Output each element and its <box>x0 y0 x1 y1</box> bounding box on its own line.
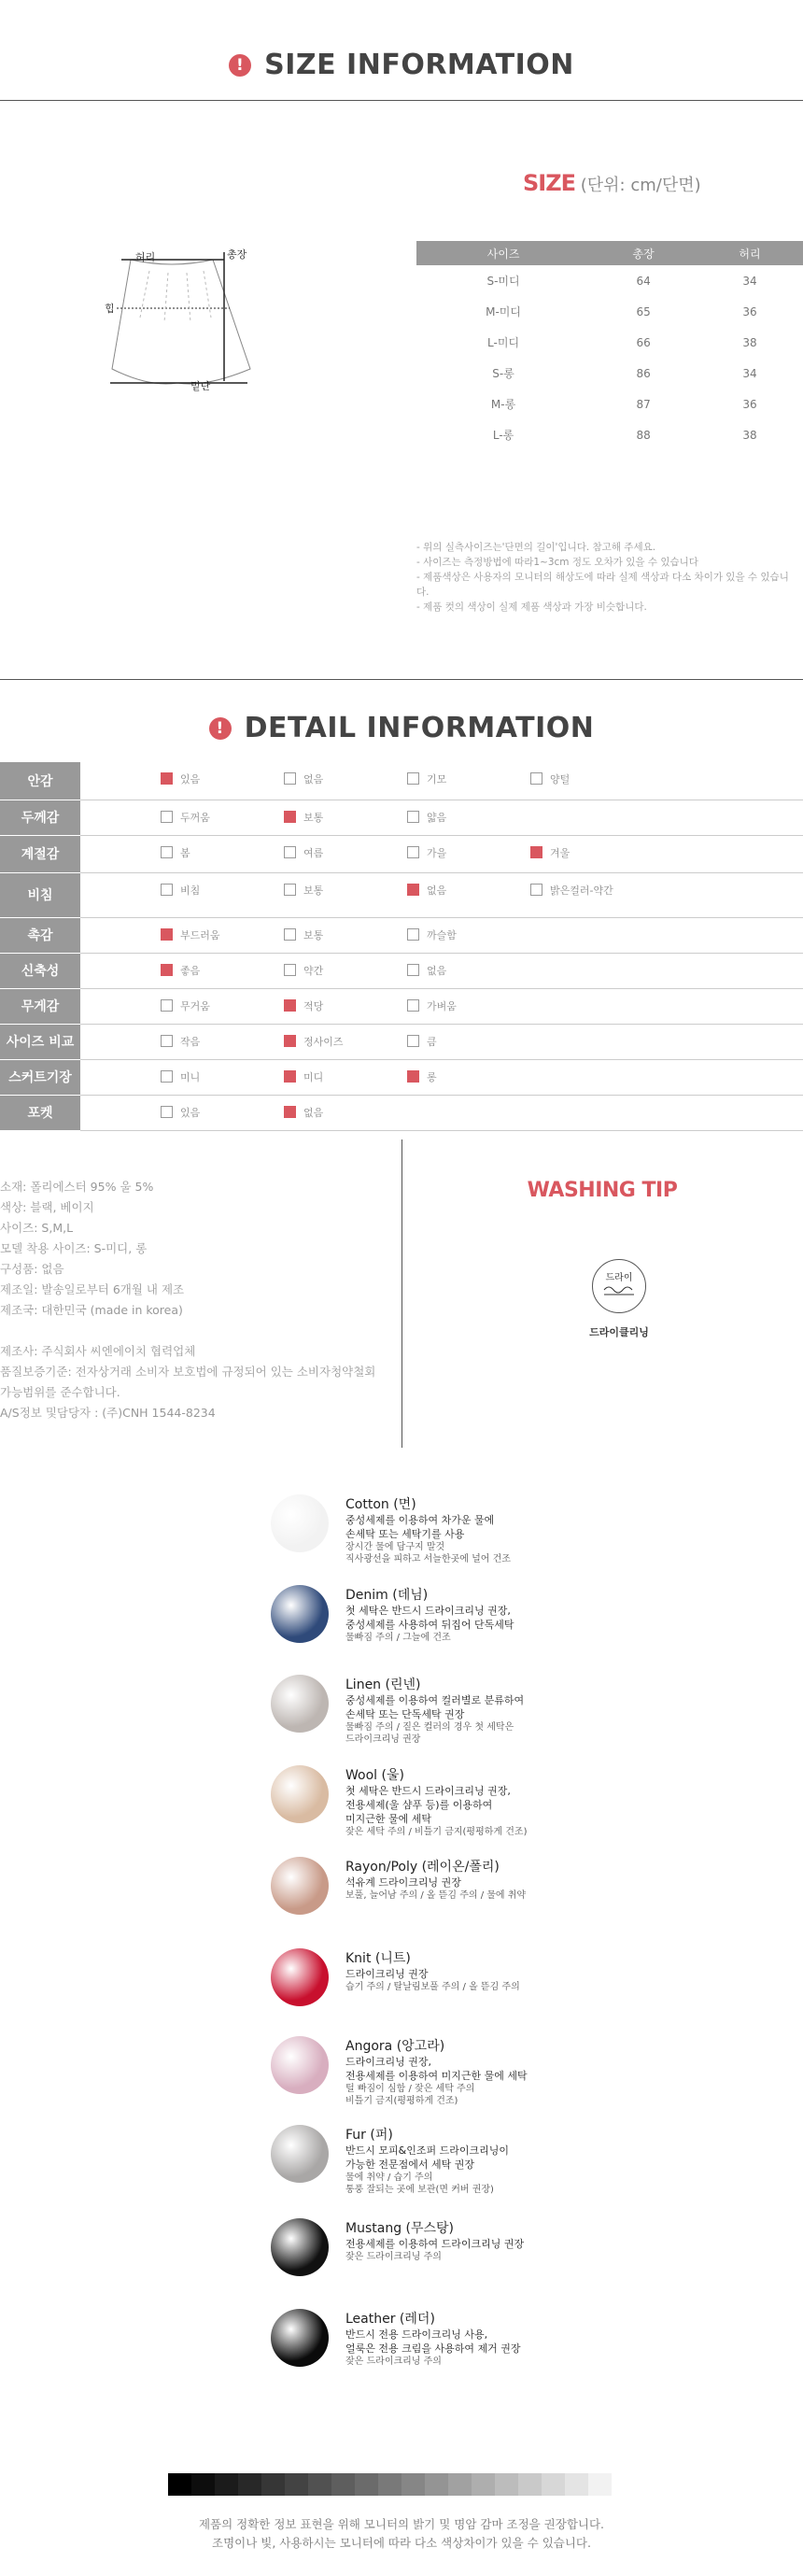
fabric-desc-line: 첫 세탁은 반드시 드라이크리닝 권장, <box>345 1605 511 1617</box>
size-table-row <box>416 358 803 389</box>
note-line: - 위의 실측사이즈는'단면의 길이'입니다. 참고해 주세요. <box>416 542 656 553</box>
size-cell: L-롱 <box>492 429 514 442</box>
washing-tip-title: WASHING TIP <box>527 1179 678 1202</box>
fabric-name: Fur (퍼) <box>345 2128 393 2143</box>
fabric-sub-line: 잦은 드라이크리닝 주의 <box>345 2252 442 2262</box>
fabric-desc-line: 석유계 드라이크리닝 권장 <box>345 1876 461 1889</box>
dry-clean-label: 드라이클리닝 <box>589 1326 649 1338</box>
gradient-step <box>355 2473 378 2496</box>
gradient-step <box>238 2473 261 2496</box>
detail-label: 촉감 <box>0 917 80 953</box>
fabric-sub-line: 장시간 물에 담구지 말것 <box>345 1542 445 1552</box>
checkbox <box>284 928 296 941</box>
fabric-swatch <box>271 1948 329 2006</box>
option-label: 있음 <box>180 773 201 786</box>
note-line: - 제품 컷의 색상이 실제 제품 색상과 가장 비슷합니다. <box>416 602 647 613</box>
size-cell: 66 <box>636 335 651 349</box>
option-label: 여름 <box>303 846 324 859</box>
fabric-sub-line: 물빠짐 주의 / 그늘에 건조 <box>345 1633 451 1643</box>
gradient-step <box>542 2473 565 2496</box>
product-info-line: 사이즈: S,M,L <box>0 1221 74 1235</box>
fabric-swatch <box>271 1675 329 1733</box>
fabric-name: Angora (앙고라) <box>345 2039 445 2054</box>
option-label: 밝은컬러-약간 <box>550 884 613 897</box>
checkbox <box>407 884 419 896</box>
fabric-desc-line: 손세탁 또는 세탁기를 사용 <box>345 1528 465 1540</box>
exclamation-icon: ! <box>229 54 251 77</box>
size-cell: M-롱 <box>490 398 516 411</box>
option-label: 까슬함 <box>427 928 457 941</box>
size-table-row <box>416 265 803 296</box>
option-label: 부드러움 <box>180 928 220 941</box>
fabric-swatch <box>271 1494 329 1552</box>
fabric-swatch <box>271 2218 329 2276</box>
size-table-row <box>416 327 803 358</box>
product-info-line: 모델 착용 사이즈: S-미디, 롱 <box>0 1241 148 1255</box>
hip-label: 힙 <box>105 303 115 315</box>
size-table-row <box>416 419 803 450</box>
waist-label: 허리 <box>135 251 156 263</box>
gamma-gradient <box>168 2473 635 2496</box>
fabric-care-item <box>271 1857 626 1941</box>
gradient-step <box>448 2473 472 2496</box>
detail-row <box>0 1024 803 1059</box>
gradient-step <box>168 2473 191 2496</box>
checkbox <box>284 964 296 976</box>
fabric-swatch <box>271 2036 329 2094</box>
option-label: 봄 <box>180 846 190 859</box>
detail-row <box>0 917 803 953</box>
option-label: 롱 <box>427 1070 437 1083</box>
product-info-line: 제조국: 대한민국 (made in korea) <box>0 1303 183 1317</box>
option-label: 비침 <box>180 884 201 897</box>
option-label: 약간 <box>303 964 324 977</box>
detail-label: 포켓 <box>0 1095 80 1130</box>
checkbox <box>407 928 419 941</box>
option-label: 보통 <box>303 811 324 824</box>
gradient-step <box>191 2473 215 2496</box>
fabric-care-item <box>271 1585 626 1669</box>
option-label: 큼 <box>427 1035 437 1048</box>
size-table-header: 허리 <box>697 241 803 265</box>
checkbox <box>161 1035 173 1047</box>
checkbox <box>407 999 419 1012</box>
fabric-name: Mustang (무스탕) <box>345 2221 455 2236</box>
checkbox <box>161 964 173 976</box>
option-label: 보통 <box>303 884 324 897</box>
detail-label: 계절감 <box>0 835 80 872</box>
fabric-swatch <box>271 1765 329 1823</box>
fabric-swatch <box>271 2309 329 2367</box>
fabric-swatch <box>271 1585 329 1643</box>
fabric-name: Denim (데님) <box>345 1588 429 1603</box>
size-table-row <box>416 296 803 327</box>
option-label: 얇음 <box>427 811 447 824</box>
fabric-desc-line: 전용세제를 이용하여 드라이크리닝 권장 <box>345 2238 525 2250</box>
size-cell: L-미디 <box>487 336 520 349</box>
checkbox <box>284 846 296 858</box>
detail-info-title: ! DETAIL INFORMATION <box>0 712 803 744</box>
size-cell: 36 <box>742 397 757 411</box>
option-label: 좋음 <box>180 964 201 977</box>
checkbox <box>284 1070 296 1083</box>
size-table <box>416 241 803 450</box>
checkbox <box>161 846 173 858</box>
fabric-name: Leather (레더) <box>345 2312 435 2327</box>
detail-row <box>0 800 803 835</box>
size-cell: S-미디 <box>486 275 520 288</box>
detail-label: 안감 <box>0 762 80 800</box>
size-cell: 65 <box>636 304 651 318</box>
size-cell: 64 <box>636 274 651 288</box>
fabric-sub-line: 직사광선을 피하고 서늘한곳에 널어 건조 <box>345 1554 511 1564</box>
size-cell: 86 <box>636 366 651 380</box>
size-cell: M-미디 <box>486 305 521 318</box>
checkbox <box>161 1070 173 1083</box>
fabric-desc-line: 반드시 모피&인조퍼 드라이크리닝이 <box>345 2144 509 2157</box>
checkbox <box>407 772 419 785</box>
detail-row <box>0 762 803 800</box>
checkbox <box>284 1106 296 1118</box>
fabric-desc-line: 손세탁 또는 단독세탁 권장 <box>345 1708 465 1720</box>
size-cell: S-롱 <box>492 367 514 380</box>
fabric-sub-line: 통풍 잘되는 곳에 보관(면 커버 권장) <box>345 2185 494 2195</box>
fabric-swatch <box>271 2125 329 2183</box>
gradient-step <box>308 2473 331 2496</box>
gradient-step <box>402 2473 425 2496</box>
footer-note: 제품의 정확한 정보 표현을 위해 모니터의 밝기 및 명암 감마 조정을 권장합니다. 조명이나 빛, 사용하시는 모니터에 따라 다소 색상차이가 있을 수 있습니다. <box>198 2517 605 2550</box>
fabric-name: Wool (울) <box>345 1768 404 1783</box>
option-label: 정사이즈 <box>303 1035 344 1048</box>
fabric-name: Linen (린넨) <box>345 1677 421 1692</box>
checkbox <box>407 1070 419 1083</box>
detail-row <box>0 872 803 917</box>
fabric-desc-line: 가능한 전문점에서 세탁 권장 <box>345 2158 475 2171</box>
size-cell: 38 <box>742 428 757 442</box>
product-info-line: 제조사: 주식회사 씨엔에이치 협력업체 <box>0 1344 196 1358</box>
size-unit-heading: SIZE (단위: cm/단면) <box>523 170 701 196</box>
fabric-swatch <box>271 1857 329 1915</box>
gradient-step <box>331 2473 355 2496</box>
checkbox <box>161 1106 173 1118</box>
detail-label: 두께감 <box>0 800 80 835</box>
fabric-name: Rayon/Poly (레이온/폴리) <box>345 1860 500 1875</box>
checkbox <box>161 811 173 823</box>
fabric-care-item <box>271 2036 626 2120</box>
checkbox <box>530 772 542 785</box>
option-label: 미니 <box>180 1070 201 1083</box>
checkbox <box>161 928 173 941</box>
gradient-step <box>285 2473 308 2496</box>
option-label: 미디 <box>303 1070 324 1083</box>
fabric-care-item <box>271 1948 626 2032</box>
fabric-sub-line: 비틀기 금지(평평하게 건조) <box>345 2096 458 2106</box>
option-label: 보통 <box>303 928 324 941</box>
option-label: 겨울 <box>550 846 571 859</box>
detail-row <box>0 835 803 872</box>
fabric-desc-line: 드라이크리닝 권장 <box>345 1968 429 1980</box>
gradient-step <box>565 2473 588 2496</box>
fabric-sub-line: 잦은 드라이크리닝 주의 <box>345 2357 442 2367</box>
fabric-care-item <box>271 1765 626 1849</box>
fabric-sub-line: 물빠짐 주의 / 짙은 컬러의 경우 첫 세탁은 <box>345 1722 514 1733</box>
gradient-step <box>612 2473 635 2496</box>
size-cell: 34 <box>742 274 757 288</box>
note-line: - 제품색상은 사용자의 모니터의 해상도에 따라 실제 색상과 다소 차이가 있을 수 있습니다. <box>416 572 789 598</box>
fabric-name: Cotton (면) <box>345 1497 416 1512</box>
fabric-sub-line: 드라이크리닝 권장 <box>345 1734 421 1745</box>
product-info-line <box>0 1321 402 1341</box>
fabric-sub-line: 물에 취약 / 습기 주의 <box>345 2173 433 2183</box>
option-label: 기모 <box>427 773 447 786</box>
checkbox <box>161 772 173 785</box>
exclamation-icon: ! <box>209 717 232 740</box>
size-table-header: 총장 <box>590 241 697 265</box>
product-info-line: A/S정보 및담당자 : (주)CNH 1544-8234 <box>0 1406 216 1420</box>
option-label: 없음 <box>303 773 324 786</box>
checkbox <box>407 846 419 858</box>
option-label: 양털 <box>550 773 571 786</box>
fabric-desc-line: 드라이크리닝 권장, <box>345 2056 432 2068</box>
fabric-name: Knit (니트) <box>345 1951 411 1966</box>
detail-label: 스커트기장 <box>0 1059 80 1095</box>
size-notes <box>416 540 799 615</box>
divider <box>0 100 803 101</box>
fabric-desc-line: 전용세제를 이용하여 미지근한 물에 세탁 <box>345 2070 528 2082</box>
gradient-step <box>261 2473 285 2496</box>
size-cell: 36 <box>742 304 757 318</box>
detail-table <box>0 762 803 1131</box>
fabric-sub-line: 잦은 세탁 주의 / 비틀기 금지(평평하게 건조) <box>345 1827 528 1837</box>
size-cell: 38 <box>742 335 757 349</box>
size-table-row <box>416 389 803 419</box>
option-label: 두꺼움 <box>180 811 210 824</box>
product-info-line: 가능범위를 준수합니다. <box>0 1385 120 1399</box>
checkbox <box>407 964 419 976</box>
checkbox <box>284 884 296 896</box>
note-line: - 사이즈는 측정방법에 따라1~3cm 정도 오차가 있을 수 있습니다 <box>416 557 698 568</box>
gradient-step <box>588 2473 612 2496</box>
option-label: 가벼움 <box>427 999 457 1012</box>
option-label: 작음 <box>180 1035 201 1048</box>
fabric-desc-line: 얼룩은 전용 크림을 사용하여 제거 권장 <box>345 2342 521 2355</box>
checkbox <box>284 811 296 823</box>
fabric-sub-line: 보풀, 늘어남 주의 / 올 뜯김 주의 / 물에 취약 <box>345 1890 527 1901</box>
product-info-line: 색상: 블랙, 베이지 <box>0 1200 94 1214</box>
size-info-title: ! SIZE INFORMATION <box>0 49 803 81</box>
fabric-desc-line: 중성세제를 이용하여 컬러별로 분류하여 <box>345 1694 525 1706</box>
detail-row <box>0 1059 803 1095</box>
option-label: 적당 <box>303 999 324 1012</box>
checkbox <box>161 999 173 1012</box>
checkbox <box>284 999 296 1012</box>
size-cell: 34 <box>742 366 757 380</box>
gradient-step <box>472 2473 495 2496</box>
option-label: 무거움 <box>180 999 210 1012</box>
checkbox <box>161 884 173 896</box>
fabric-sub-line: 습기 주의 / 탈날림보풀 주의 / 올 뜯김 주의 <box>345 1982 520 1992</box>
product-info-line: 구성품: 없음 <box>0 1262 64 1276</box>
option-label: 없음 <box>303 1106 324 1119</box>
skirt-diagram <box>93 243 261 402</box>
divider <box>0 679 803 680</box>
length-label: 총장 <box>227 248 247 261</box>
hem-label: 밑단 <box>190 380 211 392</box>
gradient-step <box>518 2473 542 2496</box>
fabric-desc-line: 반드시 전용 드라이크리닝 사용, <box>345 2328 488 2341</box>
detail-label: 비침 <box>0 872 80 917</box>
fabric-care-item <box>271 1494 626 1578</box>
gradient-step <box>495 2473 518 2496</box>
option-label: 없음 <box>427 964 447 977</box>
checkbox <box>284 772 296 785</box>
size-cell: 87 <box>636 397 651 411</box>
detail-label: 사이즈 비교 <box>0 1024 80 1059</box>
product-info-line: 품질보증기준: 전자상거래 소비자 보호법에 규정되어 있는 소비자청약철회 <box>0 1365 376 1379</box>
fabric-care-item <box>271 1675 626 1759</box>
detail-label: 무게감 <box>0 988 80 1024</box>
option-label: 가을 <box>427 846 447 859</box>
fabric-desc-line: 중성세제를 이용하여 차가운 물에 <box>345 1514 495 1526</box>
fabric-care-item <box>271 2125 626 2209</box>
detail-row <box>0 1095 803 1130</box>
detail-row <box>0 953 803 988</box>
checkbox <box>407 811 419 823</box>
fabric-care-item <box>271 2218 626 2302</box>
fabric-desc-line: 중성세제를 사용하여 뒤집어 단독세탁 <box>345 1619 514 1631</box>
fabric-care-item <box>271 2309 626 2393</box>
option-label: 있음 <box>180 1106 201 1119</box>
checkbox <box>407 1035 419 1047</box>
size-cell: 88 <box>636 428 651 442</box>
fabric-desc-line: 전용세제(울 샴푸 등)를 이용하여 <box>345 1799 493 1811</box>
gradient-step <box>378 2473 402 2496</box>
product-info-line: 소재: 폴리에스터 95% 울 5% <box>0 1180 154 1194</box>
detail-row <box>0 988 803 1024</box>
dry-clean-icon: 드라이 <box>592 1259 646 1313</box>
gradient-step <box>425 2473 448 2496</box>
size-table-header: 사이즈 <box>416 241 590 265</box>
product-info-line: 제조일: 발송일로부터 6개월 내 제조 <box>0 1282 185 1296</box>
checkbox <box>530 846 542 858</box>
fabric-desc-line: 첫 세탁은 반드시 드라이크리닝 권장, <box>345 1785 511 1797</box>
gradient-step <box>215 2473 238 2496</box>
fabric-desc-line: 미지근한 물에 세탁 <box>345 1813 432 1825</box>
detail-label: 신축성 <box>0 953 80 988</box>
fabric-sub-line: 털 빠짐이 심함 / 잦은 세탁 주의 <box>345 2084 475 2094</box>
checkbox <box>284 1035 296 1047</box>
checkbox <box>530 884 542 896</box>
option-label: 없음 <box>427 884 447 897</box>
product-info <box>0 1177 402 1423</box>
